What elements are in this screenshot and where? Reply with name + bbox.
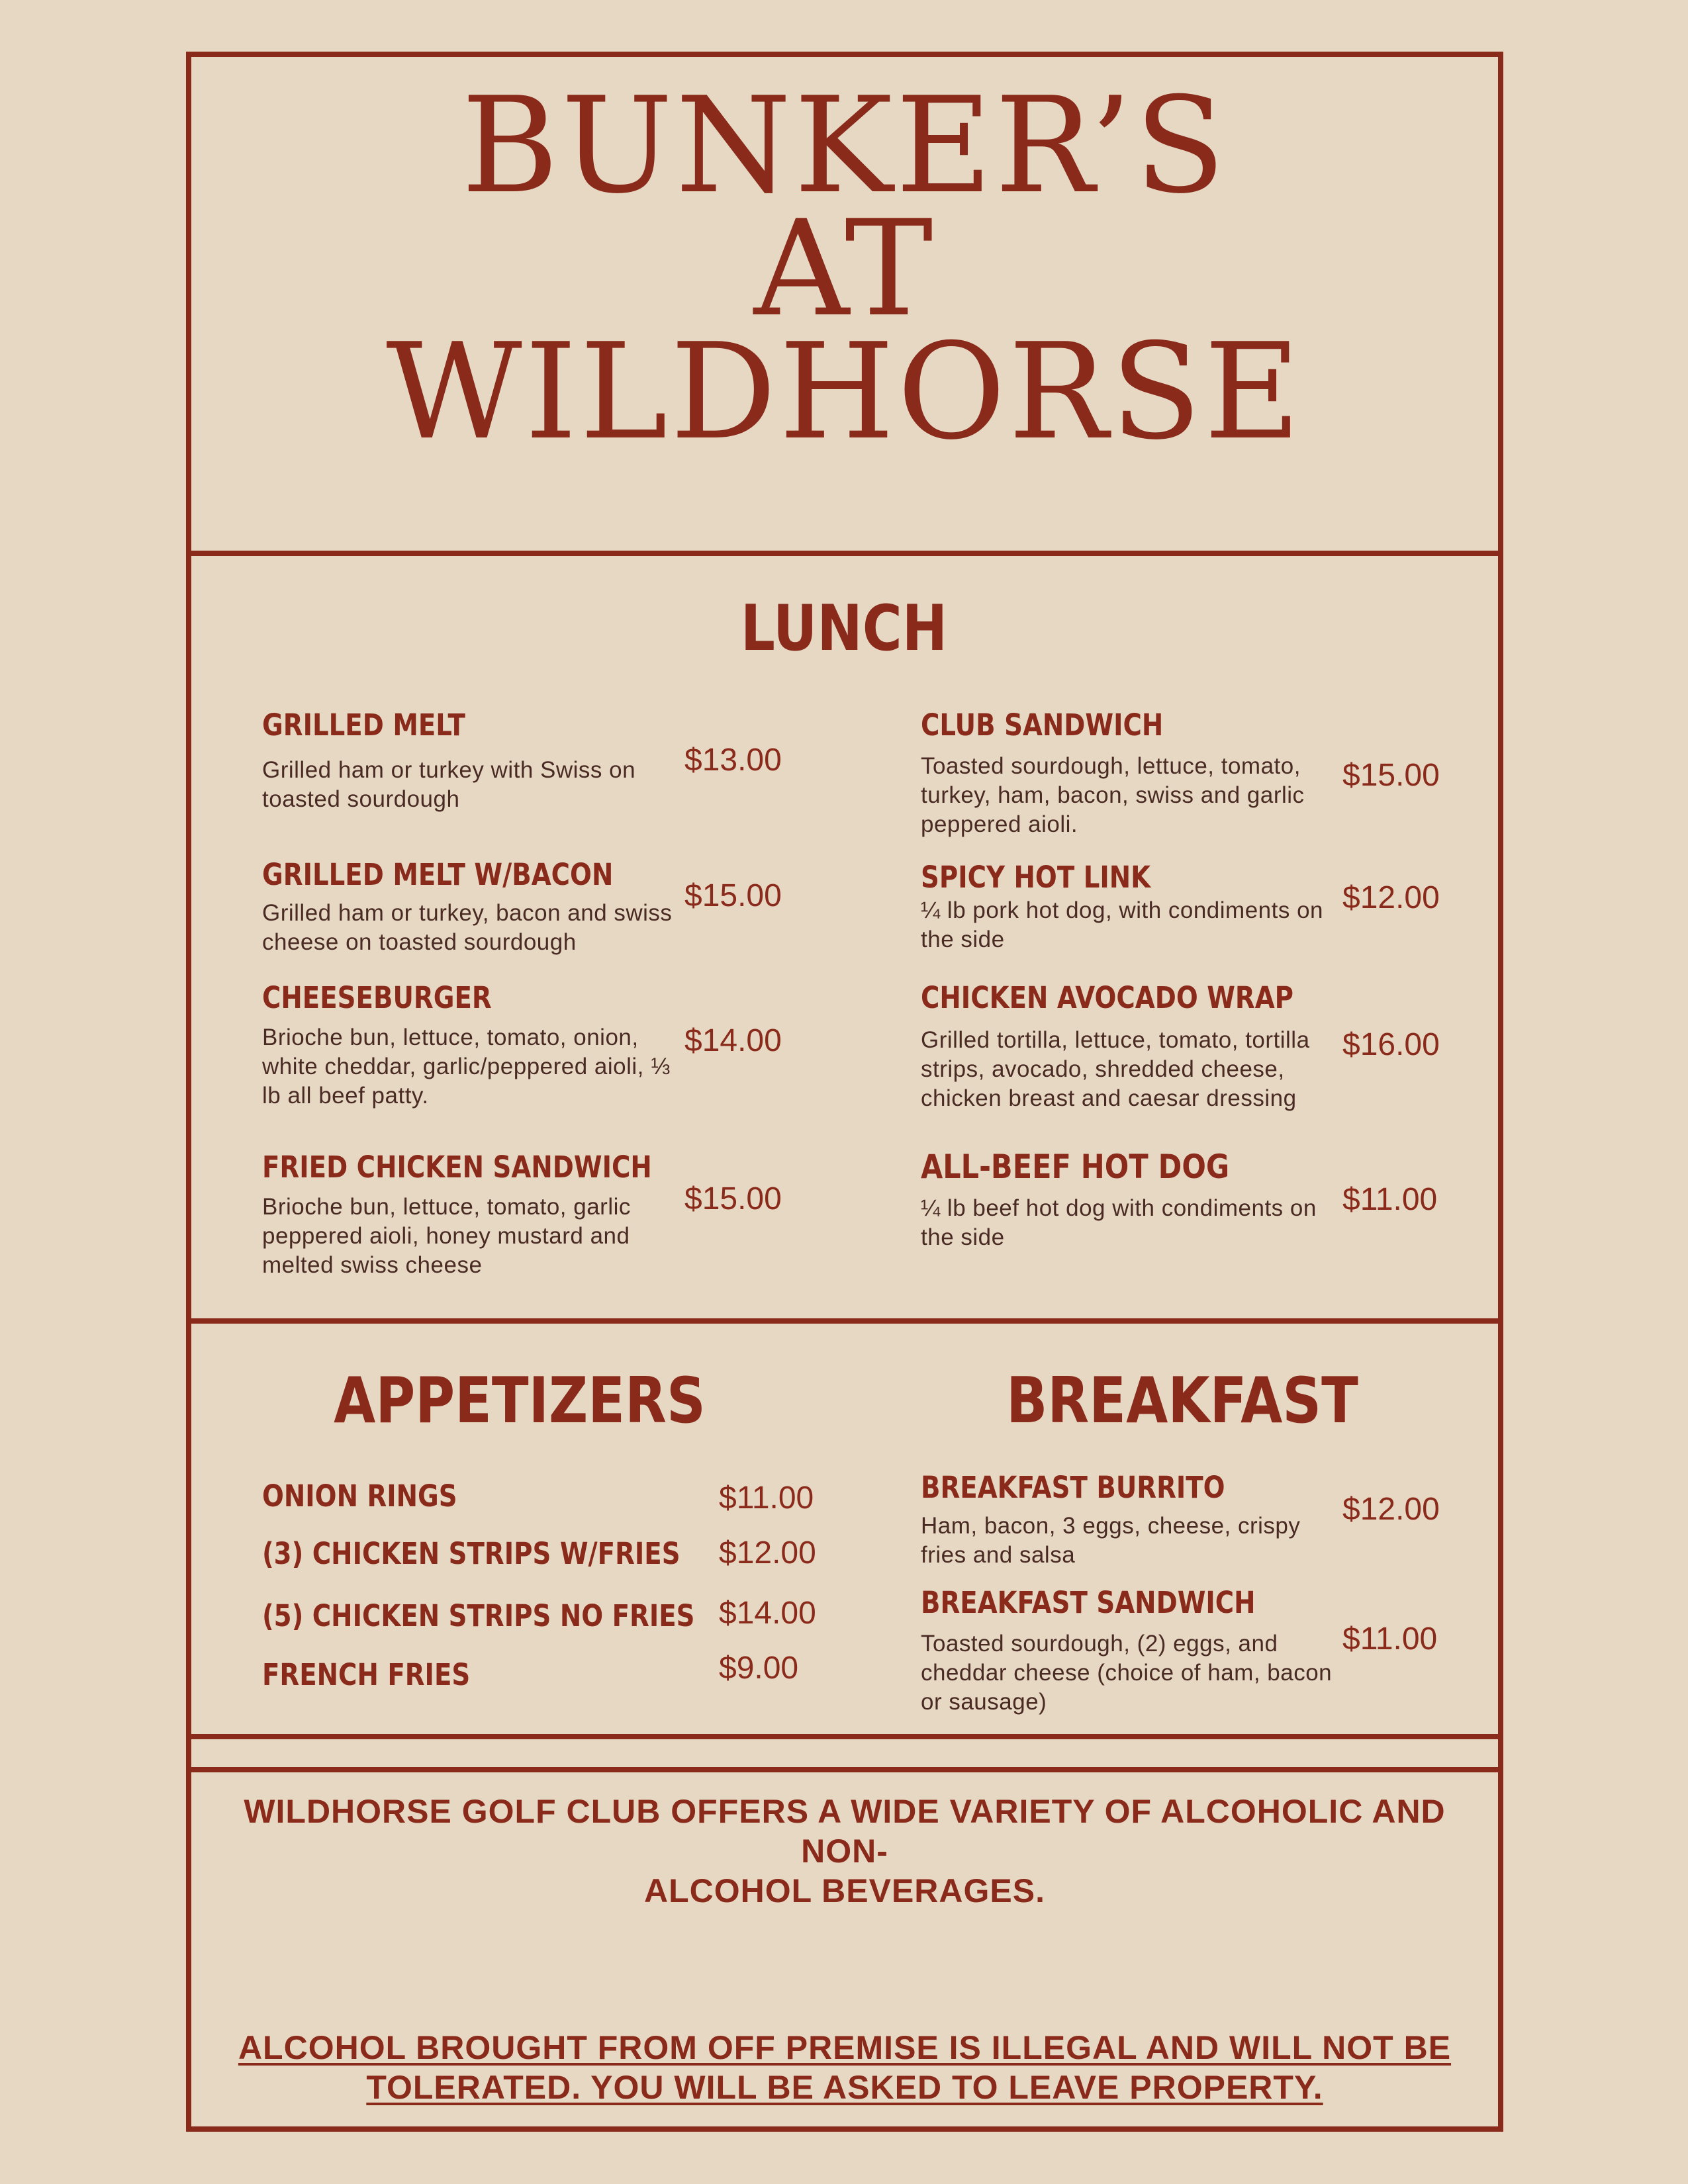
item-name: CLUB SANDWICH: [921, 707, 1164, 743]
lunch-heading: LUNCH: [740, 592, 948, 665]
item-price: $12.00: [1342, 1492, 1440, 1527]
item-description: ¼ lb pork hot dog, with condiments on the side: [921, 897, 1324, 952]
item-name: (5) CHICKEN STRIPS NO FRIES: [262, 1598, 695, 1633]
item-price: $13.00: [684, 743, 782, 778]
item-name: GRILLED MELT: [262, 707, 465, 743]
item-name: CHEESEBURGER: [262, 980, 492, 1015]
restaurant-title-line-2: AT: [753, 192, 936, 346]
item-price: $11.00: [1342, 1621, 1438, 1657]
restaurant-title-line-3: WILDHORSE: [386, 315, 1303, 469]
item-description: Brioche bun, lettuce, tomato, onion, white cheddar, garlic/peppered aioli, ⅓ lb all beef patty.: [262, 1024, 671, 1109]
item-description: Ham, bacon, 3 eggs, cheese, crispy fries and salsa: [921, 1513, 1301, 1568]
divider-appetizers: [186, 1734, 1503, 1739]
item-price: $14.00: [719, 1596, 816, 1631]
item-name: ALL-BEEF HOT DOG: [921, 1148, 1230, 1186]
divider-lunch: [186, 1318, 1503, 1324]
item-name: FRIED CHICKEN SANDWICH: [262, 1150, 652, 1185]
item-description: ¼ lb beef hot dog with condiments on the side: [921, 1195, 1317, 1250]
item-name: BREAKFAST SANDWICH: [921, 1585, 1256, 1620]
alcohol-warning-line-1: ALCOHOL BROUGHT FROM OFF PREMISE IS ILLEGAL AND WILL NOT BE: [238, 2029, 1452, 2066]
item-description: Grilled ham or turkey, bacon and swiss cheese on toasted sourdough: [262, 900, 673, 955]
item-price: $12.00: [719, 1535, 816, 1570]
item-name: SPICY HOT LINK: [921, 860, 1151, 895]
item-price: $15.00: [1342, 758, 1440, 793]
item-price: $15.00: [684, 1181, 782, 1216]
item-name: GRILLED MELT W/BACON: [262, 857, 614, 892]
beverages-notice-line-2: ALCOHOL BEVERAGES.: [643, 1872, 1046, 1909]
item-description: Brioche bun, lettuce, tomato, garlic peppered aioli, honey mustard and melted swiss cheese: [262, 1194, 631, 1278]
item-description: Toasted sourdough, lettuce, tomato, turkey, ham, bacon, swiss and garlic peppered aioli.: [921, 753, 1305, 837]
restaurant-title-line-1: BUNKER’S: [461, 69, 1229, 223]
item-price: $11.00: [719, 1480, 814, 1516]
item-description: Grilled tortilla, lettuce, tomato, tortilla strips, avocado, shredded cheese, chicken breast and caesar dressing: [921, 1027, 1310, 1111]
appetizers-heading: APPETIZERS: [334, 1365, 706, 1437]
beverages-notice-line-1: WILDHORSE GOLF CLUB OFFERS A WIDE VARIETY OF ALCOHOLIC AND NON-: [244, 1793, 1446, 1870]
item-name: (3) CHICKEN STRIPS W/FRIES: [262, 1536, 680, 1571]
divider-footer: [186, 1767, 1503, 1772]
item-price: $16.00: [1342, 1027, 1440, 1062]
item-name: CHICKEN AVOCADO WRAP: [921, 980, 1294, 1015]
alcohol-warning-line-2: TOLERATED. YOU WILL BE ASKED TO LEAVE PROPERTY.: [366, 2069, 1323, 2106]
item-price: $11.00: [1342, 1182, 1438, 1217]
item-name: ONION RINGS: [262, 1479, 457, 1514]
beverages-notice: [199, 1792, 1491, 1911]
item-price: $14.00: [684, 1023, 782, 1058]
item-description: Toasted sourdough, (2) eggs, and cheddar cheese (choice of ham, bacon or sausage): [921, 1631, 1333, 1715]
item-name: BREAKFAST BURRITO: [921, 1470, 1225, 1505]
item-price: $12.00: [1342, 880, 1440, 915]
item-price: $15.00: [684, 878, 782, 913]
item-description: Grilled ham or turkey with Swiss on toasted sourdough: [262, 757, 636, 812]
breakfast-heading: BREAKFAST: [1006, 1365, 1358, 1437]
item-name: FRENCH FRIES: [262, 1657, 471, 1692]
item-price: $9.00: [719, 1651, 799, 1686]
divider-header: [186, 551, 1503, 556]
alcohol-warning: [199, 2028, 1491, 2107]
